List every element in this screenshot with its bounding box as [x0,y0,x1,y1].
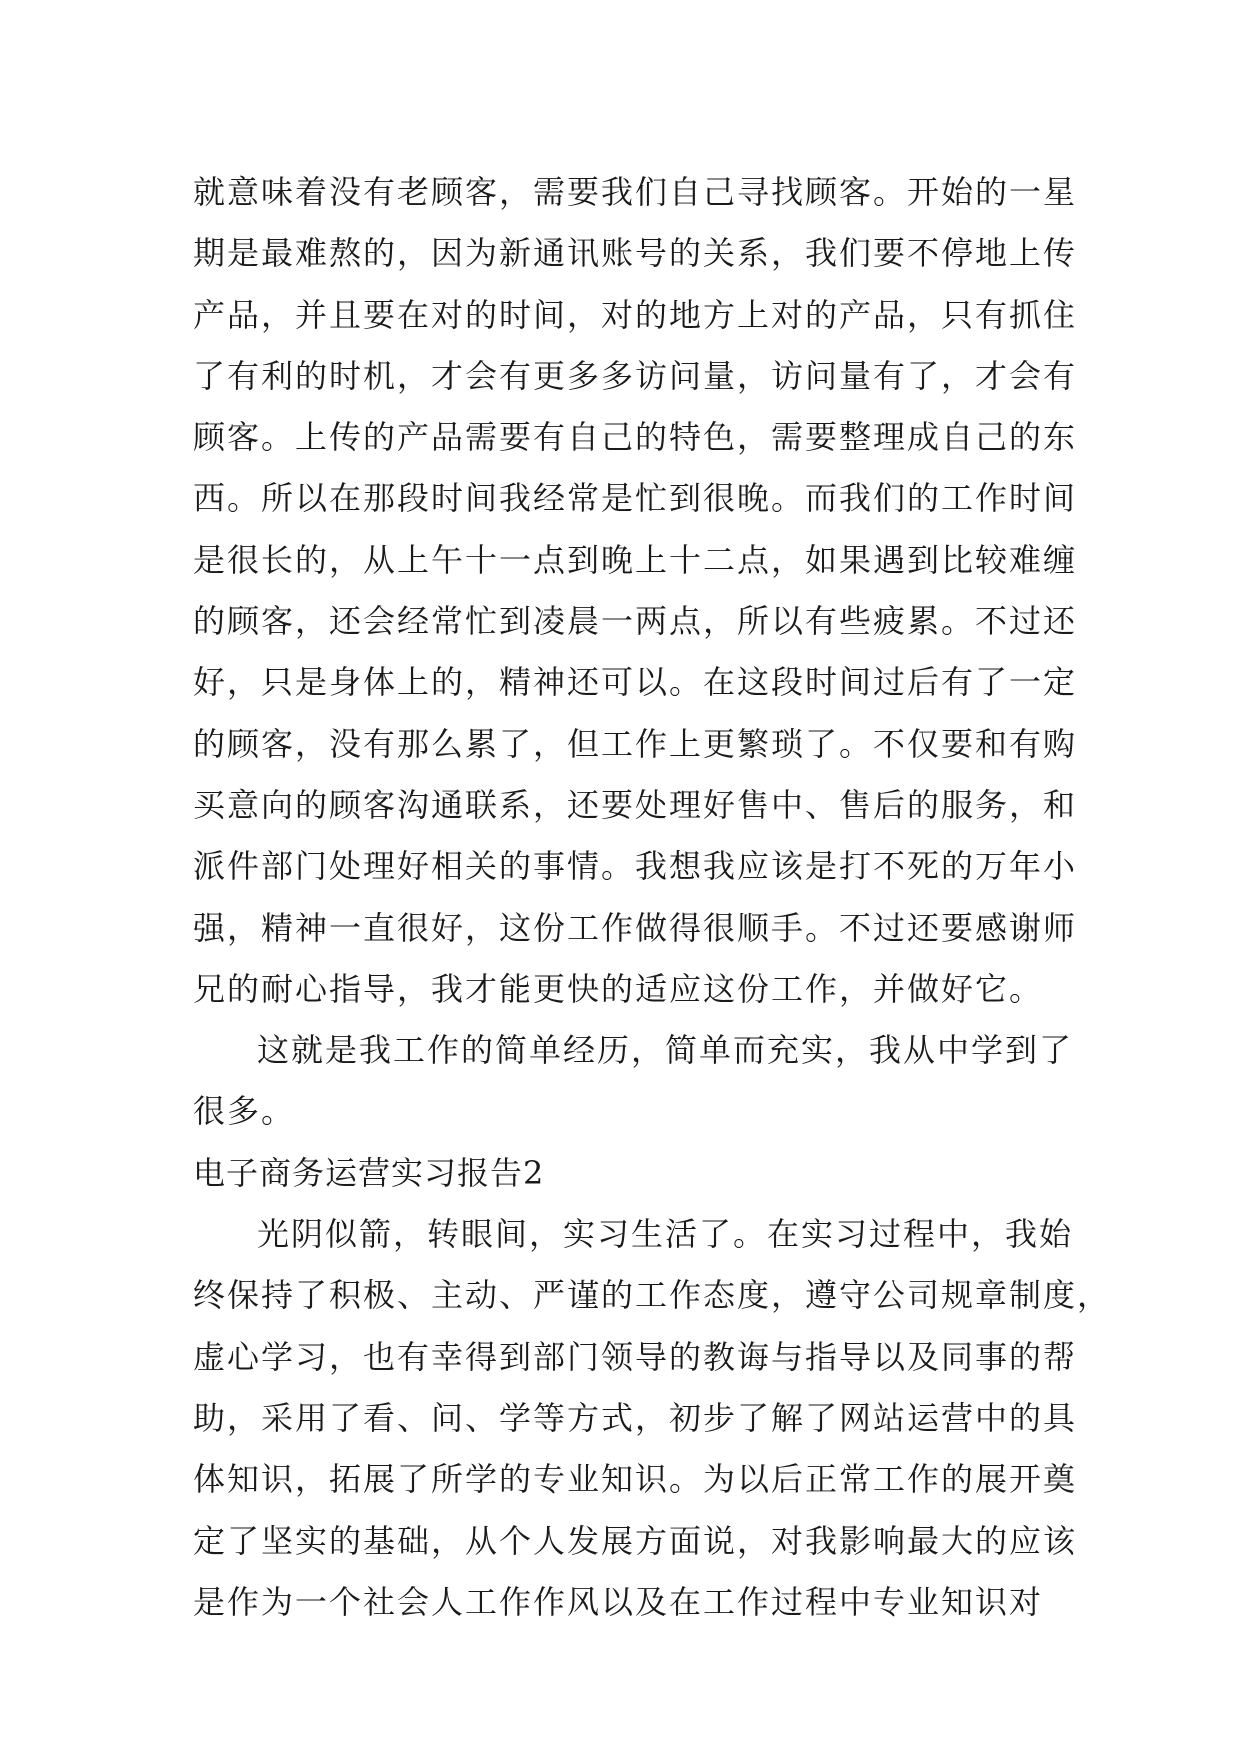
text-line: 终保持了积极、主动、严谨的工作态度，遵守公司规章制度， [193,1276,1112,1315]
text-line: 产品，并且要在对的时间，对的地方上对的产品，只有抓住 [193,295,1078,334]
text-line: 强，精神一直很好，这份工作做得很顺手。不过还要感谢师 [193,908,1078,947]
text-line: 的顾客，没有那么累了，但工作上更繁琐了。不仅要和有购 [193,724,1078,763]
text-line: 买意向的顾客沟通联系，还要处理好售中、售后的服务，和 [193,785,1078,824]
paragraph-continued [193,162,1078,1020]
text-line: 就意味着没有老顾客，需要我们自己寻找顾客。开始的一星 [193,173,1078,211]
text-line: 兄的耐心指导，我才能更快的适应这份工作，并做好它。 [193,969,1044,1008]
text-line: 助，采用了看、问、学等方式，初步了解了网站运营中的具 [193,1398,1078,1437]
text-line: 光阴似箭，转眼间，实习生活了。在实习过程中，我始 [257,1215,1074,1254]
text-line: 派件部门处理好相关的事情。我想我应该是打不死的万年小 [193,847,1078,886]
text-line: 这就是我工作的简单经历，简单而充实，我从中学到了 [257,1031,1074,1070]
text-line: 体知识，拓展了所学的专业知识。为以后正常工作的展开奠 [193,1460,1078,1499]
text-line: 期是最难熬的，因为新通讯账号的关系，我们要不停地上传 [193,234,1078,273]
text-line: 西。所以在那段时间我经常是忙到很晚。而我们的工作时间 [193,479,1078,518]
text-line: 虚心学习，也有幸得到部门领导的教诲与指导以及同事的帮 [193,1337,1078,1376]
text-line: 的顾客，还会经常忙到凌晨一两点，所以有些疲累。不过还 [193,602,1078,641]
paragraph-summary [193,1020,1074,1143]
text-line: 顾客。上传的产品需要有自己的特色，需要整理成自己的东 [193,418,1078,457]
document-page [193,162,1112,1633]
text-line: 是作为一个社会人工作作风以及在工作过程中专业知识对 [193,1582,1044,1621]
section-heading: 电子商务运营实习报告2 [193,1153,545,1192]
text-line: 是很长的，从上午十一点到晚上十二点，如果遇到比较难缠 [193,540,1078,579]
text-line: 很多。 [193,1092,296,1131]
paragraph-report-2 [193,1204,1112,1633]
text-line: 好，只是身体上的，精神还可以。在这段时间过后有了一定 [193,663,1078,702]
text-line: 定了坚实的基础，从个人发展方面说，对我影响最大的应该 [193,1521,1078,1560]
text-line: 了有利的时机，才会有更多多访问量，访问量有了，才会有 [193,356,1078,395]
